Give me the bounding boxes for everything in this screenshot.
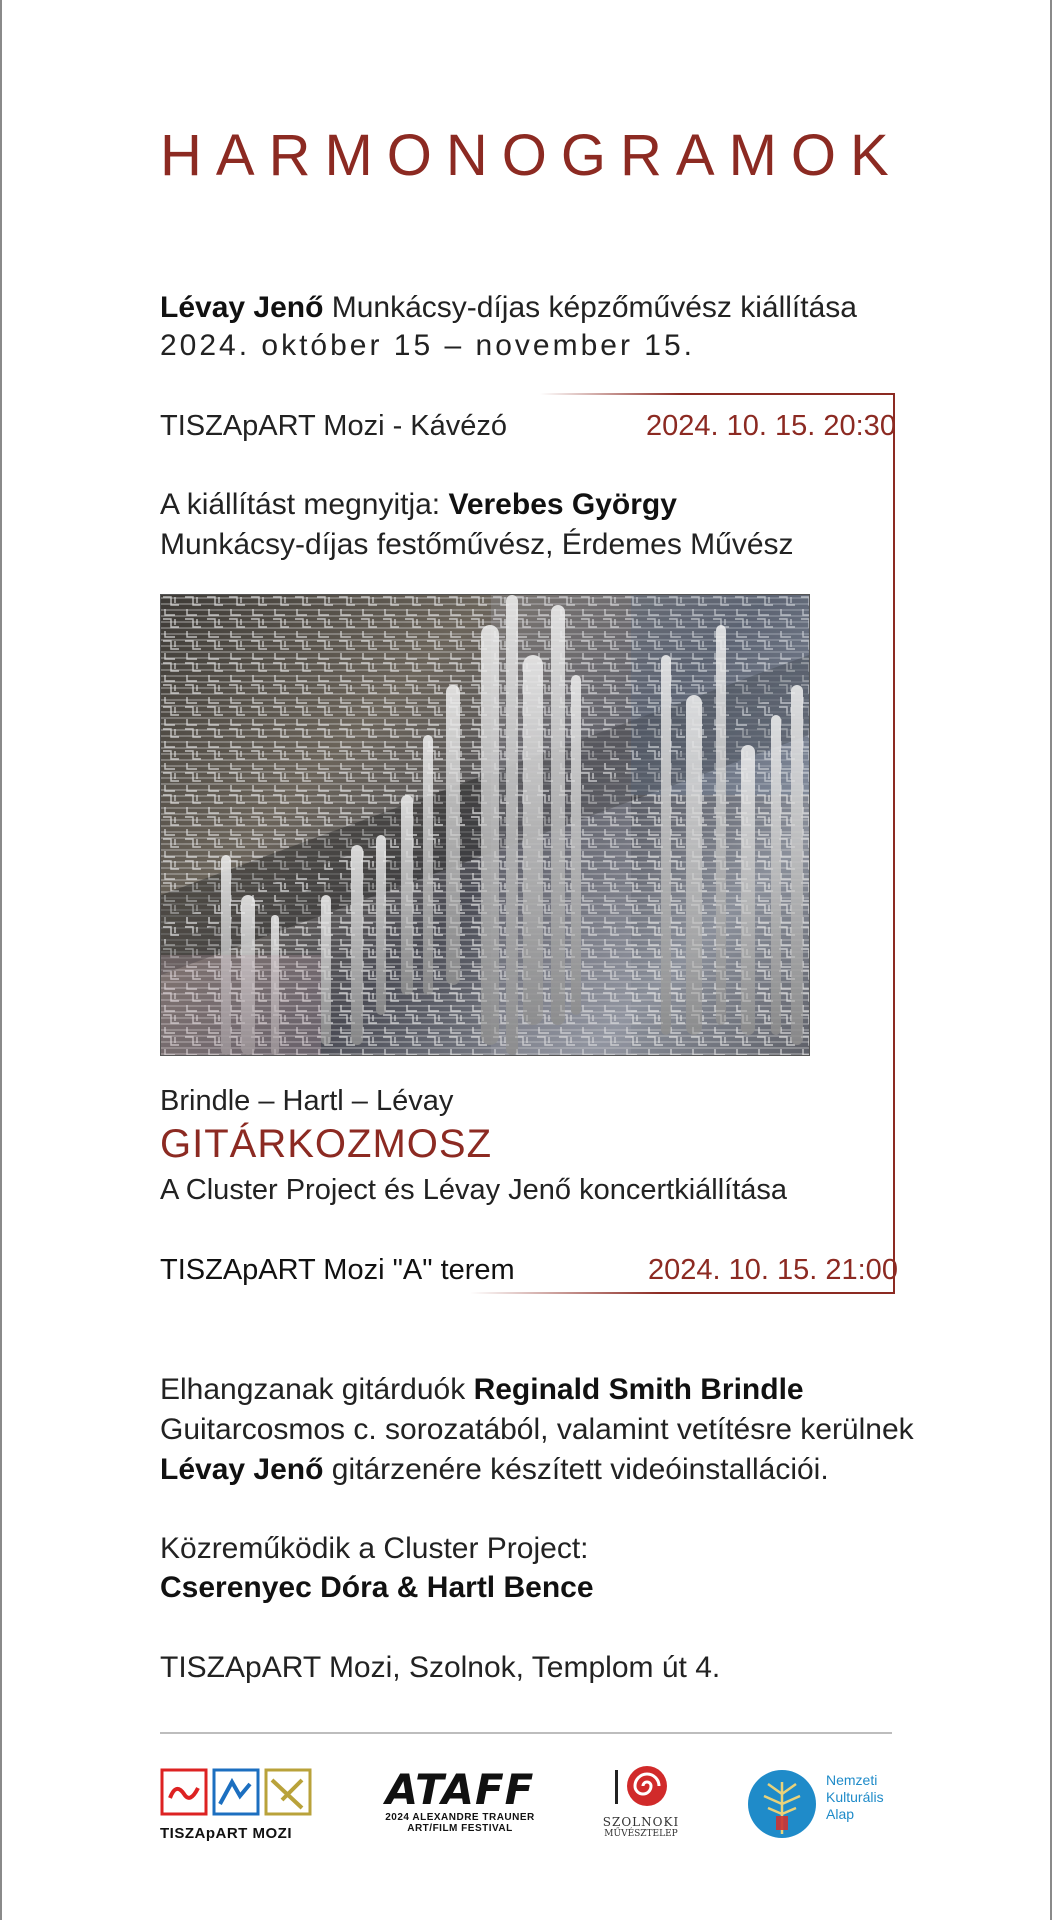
szolnoki-spiral-icon [601,1760,681,1810]
frame-right-line [893,393,895,1294]
opening-datetime: 2024. 10. 15. 20:30 [646,410,896,442]
concert-artists: Brindle – Hartl – Lévay [160,1085,454,1117]
opener-title: Munkácsy-díjas festőművész, Érdemes Művész [160,528,794,561]
ataff-logo [380,1765,540,1848]
artist-name: Lévay Jenő [160,291,324,324]
concert-venue: TISZApART Mozi "A" terem [160,1254,515,1286]
intro-line [160,288,857,328]
opening-venue: TISZApART Mozi - Kávézó [160,410,508,442]
composer-name: Reginald Smith Brindle [473,1373,804,1406]
ataff-logo-sub2: ART/FILM FESTIVAL [407,1823,513,1834]
frame-top-line [540,393,895,395]
participants-names: Cserenyec Dóra & Hartl Bence [160,1571,594,1604]
artwork-image [160,594,810,1056]
details-rest: gitárzenére készített videóinstallációi. [323,1453,829,1486]
tiszapart-logo-icon [160,1768,312,1816]
footer-divider [160,1732,892,1734]
tiszapart-logo-text: TISZApART MOZI [160,1825,292,1842]
nka-line-2: Kulturális [826,1789,884,1805]
exhibition-dates: 2024. október 15 – november 15. [160,329,695,362]
venue-address: TISZApART Mozi, Szolnok, Templom út 4. [160,1651,721,1684]
details-line-2: Guitarcosmos c. sorozatából, valamint vetítésre kerülnek [160,1413,914,1446]
opener-line [160,485,677,525]
details-line-3 [160,1450,829,1490]
page-title: HARMONOGRAMOK [160,123,903,188]
opener-prefix: A kiállítást megnyitja: [160,488,449,521]
nka-logo [746,1764,892,1848]
details-prefix: Elhangzanak gitárduók [160,1373,474,1406]
artwork-graphic [161,595,809,1055]
ataff-logo-text: ATAFF [385,1765,535,1814]
exhibition-subtitle: Munkácsy-díjas képzőművész kiállítása [323,291,857,324]
opener-name: Verebes György [448,488,677,521]
concert-name: GITÁRKOZMOSZ [160,1122,492,1166]
muvesztelep-logo-text: MŰVÉSZTELEP [604,1829,678,1839]
szolnoki-logo-text: SZOLNOKI [602,1815,680,1829]
frame-bottom-line [470,1292,895,1294]
nka-tree-icon [746,1764,818,1842]
nka-line-1: Nemzeti [826,1772,878,1788]
nka-logo-text [826,1772,884,1823]
concert-datetime: 2024. 10. 15. 21:00 [648,1254,898,1286]
page-frame-left [0,0,2,1920]
participants-label: Közreműködik a Cluster Project: [160,1532,589,1565]
video-artist-name: Lévay Jenő [160,1453,324,1486]
tiszapart-logo [160,1768,320,1848]
concert-description: A Cluster Project és Lévay Jenő koncertkiállítása [160,1174,788,1206]
details-line-1 [160,1370,804,1410]
nka-line-3: Alap [826,1806,855,1822]
ataff-logo-sub1: 2024 ALEXANDRE TRAUNER [385,1812,535,1823]
szolnoki-muvesztelep-logo [596,1760,686,1850]
